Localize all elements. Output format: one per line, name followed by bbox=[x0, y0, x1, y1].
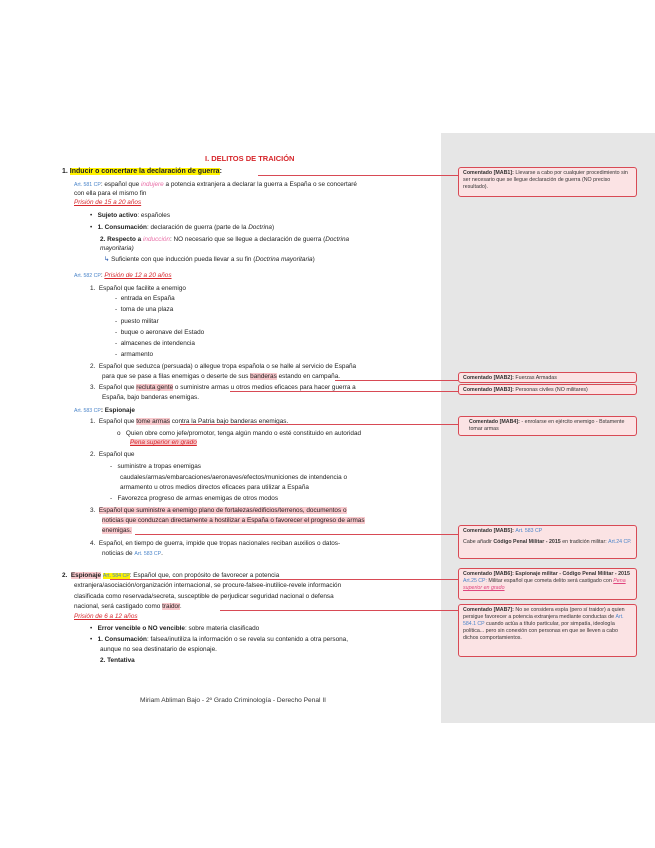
text: o suministre armas u otros medios eficaces para hacer guerra a bbox=[173, 384, 356, 391]
heading-highlight: concertar bbox=[101, 168, 134, 175]
list-item: - entrada en España bbox=[115, 295, 175, 302]
text: inducción bbox=[142, 236, 170, 243]
article-ref[interactable]: Art.25 CP: bbox=[463, 578, 487, 584]
comment-text: - enrolarse en ejército enemigo - Bstamente tomar armas bbox=[469, 419, 625, 432]
comment-mab6[interactable] bbox=[458, 568, 637, 600]
bullet: • 1. Consumación: falsea/inutiliza la información o se revela su contenido a otra persona, bbox=[90, 636, 349, 643]
paragraph bbox=[74, 181, 357, 189]
text: : Espionaje bbox=[100, 407, 135, 414]
comment-text: Personas civiles (NO militares) bbox=[515, 387, 588, 393]
page-footer: Miriam Abliman Bajo - 2º Grado Criminología - Derecho Penal II bbox=[140, 697, 327, 704]
article-ref[interactable]: Art. 583 CP bbox=[515, 528, 543, 534]
list-item: 3. Español que suministre a enemigo plano de fortalezas/edificios/terrenos, documentos o bbox=[90, 507, 347, 514]
text: indujere bbox=[140, 181, 164, 188]
penalty-text: Prisión de 15 a 20 años bbox=[74, 199, 142, 206]
paragraph bbox=[100, 236, 349, 244]
text: Español que seduzca (persuada) o allegue tropa española o se halle al servicio de España bbox=[98, 363, 357, 370]
text: suministre a tropas enemigas bbox=[117, 463, 201, 470]
highlight-text: tome armas bbox=[136, 418, 170, 425]
section-title: I. DELITOS DE TRAICIÓN bbox=[205, 154, 295, 163]
penalty-text: Prisión de 6 a 12 años bbox=[74, 613, 138, 620]
comment-connector bbox=[220, 610, 458, 611]
highlight-text: recluta gente bbox=[136, 384, 174, 391]
comment-mab4[interactable] bbox=[458, 416, 637, 436]
text: : NO necesario que se llegue a declaración de guerra ( bbox=[170, 236, 326, 243]
list-number: 1. bbox=[62, 168, 68, 175]
text: Sujeto activo bbox=[97, 212, 138, 219]
comment-mab7[interactable] bbox=[458, 604, 637, 657]
comment-mab5[interactable] bbox=[458, 525, 637, 559]
text: . bbox=[161, 550, 163, 557]
comment-label: Comentado [MAB4]: bbox=[469, 419, 520, 425]
text: 1. Consumación bbox=[97, 224, 147, 231]
arrow-icon: ↳ bbox=[104, 256, 110, 263]
text: . bbox=[179, 603, 182, 610]
text: 1. Consumación bbox=[97, 636, 147, 643]
comment-label: Comentado [MAB2]: bbox=[463, 375, 514, 381]
list-item: - buque o aeronave del Estado bbox=[115, 329, 205, 336]
text: Favorezca progreso de armas enemigas de otros modos bbox=[117, 495, 279, 502]
comment-text: Código Penal Militar - 2015 bbox=[493, 539, 561, 545]
highlight-text: banderas bbox=[250, 373, 277, 380]
article-ref[interactable]: Art. 583 CP bbox=[134, 551, 162, 557]
paragraph-line: con ella para el mismo fin bbox=[74, 190, 147, 197]
penalty-text: Pena superior en grado bbox=[130, 439, 197, 446]
comment-label: Comentado [MAB6]: bbox=[463, 571, 514, 577]
text: Doctrina bbox=[325, 236, 350, 243]
list-item: 1. Español que facilite a enemigo bbox=[90, 285, 186, 292]
comment-label: Comentado [MAB3]: bbox=[463, 387, 514, 393]
text: buque o aeronave del Estado bbox=[120, 329, 205, 336]
arrow-item bbox=[104, 256, 315, 264]
text: Doctrina mayoritaria bbox=[255, 256, 313, 263]
comment-text: Llevarse a cabo por cualquier procedimiento sin ser necesario que se llegue declaración de guerra (NO preciso resultado). bbox=[463, 170, 628, 190]
bullet: • Error vencible o NO vencible: sobre materia clasificado bbox=[90, 625, 260, 632]
comment-label: Comentado [MAB1]: bbox=[463, 170, 514, 176]
list-item: 3. Español que recluta gente o suministre armas u otros medios eficaces para hacer guerra a bbox=[90, 384, 356, 391]
article-ref[interactable]: Art. 582 CP bbox=[74, 273, 101, 279]
heading-inducir bbox=[62, 168, 222, 176]
text: Español, en tiempo de guerra, impide que tropas nacionales reciban auxilios o datos- bbox=[98, 540, 341, 547]
article-ref[interactable]: Art. 583 CP bbox=[74, 408, 101, 414]
penalty-text: Pena superior en grado bbox=[463, 578, 626, 591]
article-ref[interactable]: Art. 581 CP bbox=[74, 182, 101, 188]
dash-item: - Favorezca progreso de armas enemigas de otros modos bbox=[110, 495, 279, 502]
comment-text: Cabe añadir bbox=[463, 539, 494, 545]
list-item: - puesto militar bbox=[115, 318, 159, 325]
text: : declaración de guerra (parte de la bbox=[146, 224, 249, 231]
sub-item: o Quien obre como jefe/promotor, tenga algún mando o esté constituido en autoridad bbox=[117, 430, 362, 437]
comment-text: No se considera espía (pero sí traidor) a quien persigue favorecer a potencia extranjera mediante conductas de bbox=[463, 607, 625, 620]
list-number: 2. bbox=[62, 572, 68, 579]
text: Quien obre como jefe/promotor, tenga algún mando o esté constituido en autoridad bbox=[125, 430, 362, 437]
paragraph-line bbox=[74, 603, 182, 611]
highlight-text: noticias que conduzcan directamente a hostilizar a España o favorecer el progreso de armas bbox=[102, 517, 365, 524]
dash-item-cont: armamento u otros medios directos eficaces para utilizar a España bbox=[120, 484, 309, 491]
paragraph-line: 2. Tentativa bbox=[100, 657, 135, 664]
comment-connector bbox=[335, 380, 458, 381]
comment-connector bbox=[135, 534, 458, 535]
comment-mab2[interactable] bbox=[458, 372, 637, 383]
article-ref[interactable]: Art. 584 CP bbox=[102, 573, 130, 579]
highlight-text: traidor bbox=[162, 603, 180, 610]
comment-text: Militar español que cometa delito será castigado con bbox=[488, 578, 614, 584]
heading-highlight: e la declaración de guerra bbox=[133, 168, 220, 175]
text: nacional, será castigado como bbox=[74, 603, 163, 610]
text: Doctrina bbox=[248, 224, 272, 231]
list-item-cont bbox=[102, 527, 132, 535]
comment-connector bbox=[230, 391, 458, 392]
list-item: 2. Español que bbox=[90, 451, 135, 458]
text: : sobre materia clasificado bbox=[184, 625, 260, 632]
text: 2. Respecto a bbox=[100, 236, 143, 243]
text: Error vencible o NO vencible bbox=[97, 625, 185, 632]
heading-text: Inducir o bbox=[69, 168, 102, 175]
comment-connector bbox=[258, 175, 458, 176]
list-item: - armamento bbox=[115, 351, 154, 358]
comment-text: Fuerzas Armadas bbox=[515, 375, 557, 381]
text: ) bbox=[131, 245, 134, 252]
comment-connector bbox=[110, 579, 458, 580]
text: Español que bbox=[98, 451, 135, 458]
comment-text: en tradición militar: bbox=[560, 539, 607, 545]
list-item-cont: España, bajo banderas enemigas. bbox=[102, 394, 199, 401]
paragraph-line bbox=[100, 245, 134, 253]
paragraph: Art. 582 CP: Prisión de 12 a 20 años bbox=[74, 272, 172, 279]
article-ref[interactable]: Art.24 CP. bbox=[608, 539, 632, 545]
text: mayoritaria bbox=[100, 245, 132, 252]
text: : españoles bbox=[137, 212, 171, 219]
heading-highlight: Espionaje bbox=[70, 572, 102, 579]
comment-mab3[interactable] bbox=[458, 384, 637, 395]
text: para que se pase a filas enemigas o deserte de sus bbox=[102, 373, 251, 380]
list-item: - toma de una plaza bbox=[115, 306, 174, 313]
article-ref[interactable]: Art. 584.1 CP bbox=[463, 614, 624, 627]
paragraph-line: clasificada como reservada/secreta, susceptible de perjudicar seguridad nacional o defensa bbox=[74, 593, 334, 600]
comment-mab1[interactable] bbox=[458, 167, 637, 197]
comment-text: Espionaje militar - Código Penal Militar - 2015 bbox=[515, 571, 630, 577]
text: entrada en España bbox=[120, 295, 175, 302]
list-item-cont bbox=[102, 373, 340, 381]
text: a potencia extranjera a declarar la guerra a España o se concertaré bbox=[163, 181, 357, 188]
list-item: 2. Español que seduzca (persuada) o allegue tropa española o se halle al servicio de España bbox=[90, 363, 357, 370]
list-item: 4. Español, en tiempo de guerra, impide que tropas nacionales reciban auxilios o datos- bbox=[90, 540, 341, 547]
list-item-cont bbox=[102, 517, 365, 525]
text: Español que facilite a enemigo bbox=[98, 285, 186, 292]
text: Suficiente con que inducción pueda llevar a su fin ( bbox=[111, 256, 256, 263]
text: : falsea/inutiliza la información o se revela su contenido a otra persona, bbox=[146, 636, 349, 643]
list-item: - almacenes de intendencia bbox=[115, 340, 195, 347]
text: ) bbox=[271, 224, 275, 231]
text: : español que bbox=[100, 181, 141, 188]
comment-text: cuando actúa a título particular, por simpatía, ideología política... pero sin conexión con personas en que se lleven a cabo dichos comportamientos. bbox=[463, 621, 618, 641]
paragraph-line: extranjera/asociación/organización internacional, se procure-falsee-inutilice-revele información bbox=[74, 582, 342, 589]
text: ) bbox=[312, 256, 315, 263]
comment-label: Comentado [MAB7]: bbox=[463, 607, 514, 613]
list-item: 1. Español que tome armas contra la Patria bajo banderas enemigas. bbox=[90, 418, 289, 425]
dash-item: - suministre a tropas enemigas bbox=[110, 463, 201, 470]
paragraph-line: aunque no sea destinatario de espionaje. bbox=[100, 646, 217, 653]
text: almacenes de intendencia bbox=[120, 340, 195, 347]
penalty-text: Prisión de 12 a 20 años bbox=[104, 272, 172, 279]
paragraph bbox=[74, 407, 135, 415]
penalty-line bbox=[130, 439, 197, 447]
bullet: • Sujeto activo: españoles bbox=[90, 212, 171, 219]
text: puesto militar bbox=[120, 318, 159, 325]
list-item-cont bbox=[102, 550, 163, 558]
bullet: • 1. Consumación: declaración de guerra (parte de la Doctrina) bbox=[90, 224, 275, 231]
text: noticias de bbox=[102, 550, 135, 557]
text: : Español que, con propósito de favorecer a potencia bbox=[129, 572, 280, 579]
text: Español que bbox=[98, 384, 137, 391]
comment-label: Comentado [MAB5]: bbox=[463, 528, 514, 534]
dash-item-cont: caudales/armas/embarcaciones/aeronaves/efectos/municiones de intendencia o bbox=[120, 474, 348, 481]
text: armamento bbox=[120, 351, 154, 358]
text: Español que bbox=[98, 418, 137, 425]
highlight-text: enemigas. bbox=[102, 527, 132, 534]
text: contra la Patria bajo banderas enemigas. bbox=[169, 418, 289, 425]
heading-text: : bbox=[219, 168, 222, 175]
comment-connector bbox=[180, 424, 458, 425]
highlight-text: Español que suministre a enemigo plano de fortalezas/edificios/terrenos, documentos o bbox=[98, 507, 347, 514]
text: estando en campaña. bbox=[276, 373, 341, 380]
text: toma de una plaza bbox=[120, 306, 174, 313]
